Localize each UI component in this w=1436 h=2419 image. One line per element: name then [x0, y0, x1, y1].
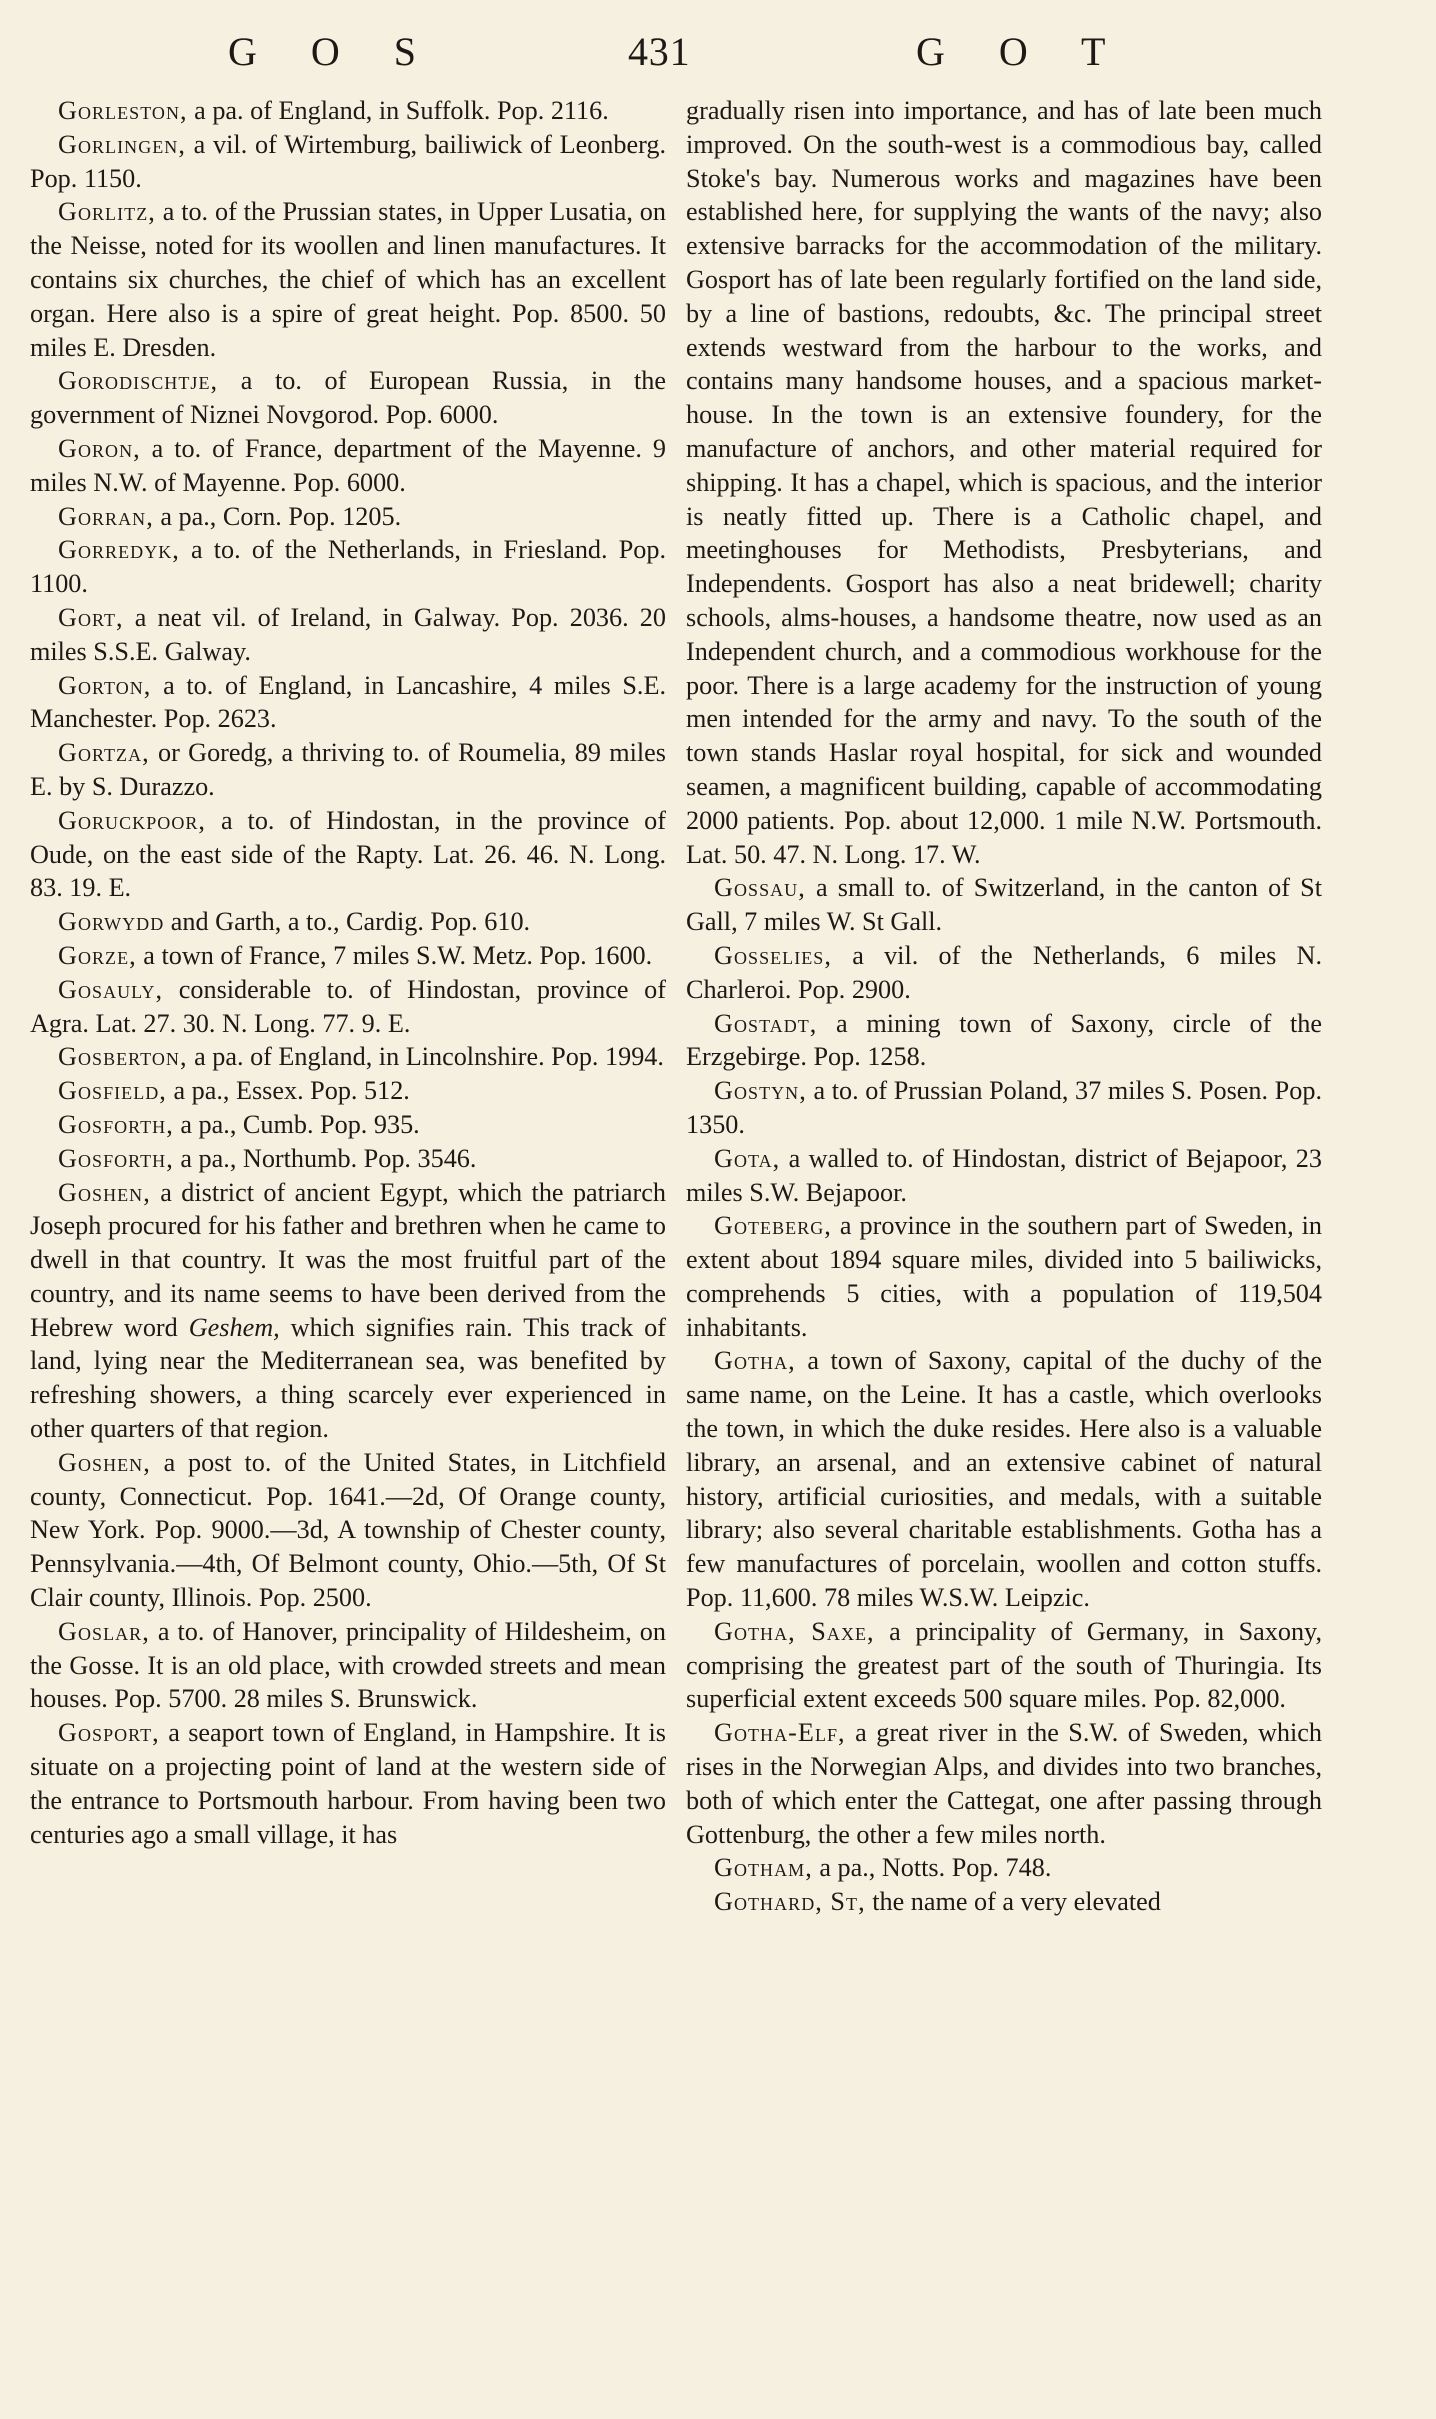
gazetteer-entry	[686, 1851, 1322, 1885]
gazetteer-entry	[30, 804, 666, 905]
entry-headword: Gorton,	[58, 670, 152, 700]
gazetteer-entry	[30, 533, 666, 601]
gazetteer-entry	[686, 1885, 1322, 1919]
gazetteer-entry	[686, 1615, 1322, 1716]
entry-text: a seaport town of England, in Hampshire. It is situate on a projecting point of land at the western side of the entrance to Portsmouth harbour. From having been two centuries ago a small village, it has	[30, 1718, 666, 1849]
entry-headword: Gotha-Elf,	[714, 1718, 846, 1748]
gazetteer-entry	[30, 195, 666, 364]
gazetteer-entry	[686, 1142, 1322, 1210]
entry-text: a district of ancient Egypt, which the patriarch Joseph procured for his father and brethren when he came to dwell in that country. It was the most fruitful part of the country, and its name seems to have been derived from the Hebrew word	[30, 1177, 666, 1342]
header-left-guide-letters: G O S	[228, 29, 439, 74]
gazetteer-entry	[686, 1007, 1322, 1075]
entry-text: a to. of the Netherlands, in Friesland. Pop. 1100.	[30, 535, 666, 599]
entry-text: a to. of Hindostan, in the province of Oude, on the east side of the Rapty. Lat. 26. 46. N. Long. 83. 19. E.	[30, 805, 666, 903]
entry-text: a to. of France, department of the Mayenne. 9 miles N.W. of Mayenne. Pop. 6000.	[30, 433, 666, 497]
entry-headword: Gothard, St,	[714, 1887, 866, 1917]
entry-headword: Gorran,	[58, 501, 154, 531]
entry-headword: Gosport,	[58, 1718, 160, 1748]
gazetteer-entry	[30, 1446, 666, 1615]
entry-text: a post to. of the United States, in Litchfield county, Connecticut. Pop. 1641.—2d, Of Orange county, New York. Pop. 9000.—3d, A township of Chester county, Pennsylvania.—4th, Of Belmont county, Ohio.—5th, Of St Clair county, Illinois. Pop. 2500.	[30, 1447, 666, 1613]
entry-text: a pa., Notts. Pop. 748.	[812, 1853, 1052, 1883]
gazetteer-entry	[30, 1108, 666, 1142]
entry-headword: Gorleston,	[58, 96, 188, 125]
gazetteer-entry	[30, 973, 666, 1041]
entry-headword: Goshen,	[58, 1177, 151, 1207]
entry-text: a mining town of Saxony, circle of the Erzgebirge. Pop. 1258.	[686, 1008, 1322, 1072]
entry-text: a to. of European Russia, in the government of Niznei Novgorod. Pop. 6000.	[30, 366, 666, 430]
gazetteer-entry	[30, 939, 666, 973]
gazetteer-entry	[686, 1209, 1322, 1344]
entry-text: a to. of Hanover, principality of Hildesheim, on the Gosse. It is an old place, with crowded streets and mean houses. Pop. 5700. 28 miles S. Brunswick.	[30, 1616, 666, 1714]
gazetteer-entry	[686, 1074, 1322, 1142]
entry-text: a pa., Northumb. Pop. 3546.	[173, 1143, 477, 1173]
entry-text: a walled to. of Hindostan, district of Bejapoor, 23 miles S.W. Bejapoor.	[686, 1143, 1322, 1207]
gazetteer-entry	[30, 1040, 666, 1074]
entry-headword: Goteberg,	[714, 1211, 832, 1241]
entry-text: a town of France, 7 miles S.W. Metz. Pop. 1600.	[136, 940, 653, 970]
running-header	[0, 28, 1436, 88]
gazetteer-entry	[30, 432, 666, 500]
gazetteer-entry	[30, 1176, 666, 1446]
gazetteer-entry	[30, 1716, 666, 1851]
entry-headword: Goshen,	[58, 1447, 151, 1477]
entry-text: a pa., Corn. Pop. 1205.	[153, 501, 402, 531]
gazetteer-entry	[686, 939, 1322, 1007]
entry-headword: Gosforth,	[58, 1143, 174, 1173]
entry-text-continued: which signifies rain. This track of land, lying near the Mediterranean sea, was benefited by refreshing showers, a thing scarcely ever experienced in other quarters of that region.	[30, 1312, 666, 1444]
entry-text: and Garth, a to., Cardig. Pop. 610.	[164, 907, 531, 937]
entry-headword: Gorodischtje,	[58, 366, 219, 396]
gazetteer-entry	[30, 1142, 666, 1176]
gazetteer-entry	[30, 1074, 666, 1108]
entry-headword: Gosauly,	[58, 974, 164, 1004]
entry-headword: Gota,	[714, 1143, 781, 1173]
entry-text: considerable to. of Hindostan, province of Agra. Lat. 27. 30. N. Long. 77. 9. E.	[30, 974, 666, 1038]
entry-text: a small to. of Switzerland, in the canton of St Gall, 7 miles W. St Gall.	[686, 873, 1322, 937]
gazetteer-entry	[30, 128, 666, 196]
entry-headword: Goron,	[58, 433, 141, 463]
gazetteer-entry	[686, 1344, 1322, 1614]
entry-text: a pa., Essex. Pop. 512.	[166, 1076, 410, 1106]
gazetteer-entry	[686, 94, 1322, 871]
entry-headword: Gorlingen,	[58, 129, 186, 159]
entry-text: a great river in the S.W. of Sweden, which rises in the Norwegian Alps, and divides into two branches, both of which enter the Cattegat, one after passing through Gottenburg, the other a few miles north.	[686, 1718, 1322, 1849]
gazetteer-entry	[686, 871, 1322, 939]
gazetteer-entry	[686, 1716, 1322, 1851]
entry-text: a vil. of the Netherlands, 6 miles N. Charleroi. Pop. 2900.	[686, 940, 1322, 1004]
entry-text: a vil. of Wirtemburg, bailiwick of Leonberg. Pop. 1150.	[30, 129, 666, 193]
entry-headword: Gosfield,	[58, 1076, 167, 1106]
gazetteer-entry	[30, 364, 666, 432]
entry-headword: Goruckpoor,	[58, 805, 207, 835]
entry-headword: Goslar,	[58, 1616, 150, 1646]
entry-text: or Goredg, a thriving to. of Roumelia, 89 miles E. by S. Durazzo.	[30, 738, 666, 801]
entry-text: a pa., Cumb. Pop. 935.	[173, 1109, 420, 1139]
gazetteer-entry	[30, 905, 666, 939]
entry-text: a to. of the Prussian states, in Upper Lusatia, on the Neisse, noted for its woollen and linen manufactures. It contains six churches, the chief of which has an excellent organ. Here also is a spire of great height. Pop. 8500. 50 miles E. Dresden.	[30, 197, 666, 362]
gazetteer-entry	[30, 94, 666, 128]
entry-headword: Gostyn,	[714, 1076, 807, 1106]
entry-headword: Gosselies,	[714, 940, 832, 970]
entry-headword: Gosberton,	[58, 1042, 188, 1072]
entry-text: a to. of Prussian Poland, 37 miles S. Posen. Pop. 1350.	[686, 1076, 1322, 1139]
entry-text: a town of Saxony, capital of the duchy of the same name, on the Leine. It has a castle, which overlooks the town, in which the duke resides. Here also is a valuable library, an arsenal, and an extensive cabinet of natural history, artificial curiosities, and medals, with a suitable library; also several charitable establishments. Gotha has a few manufactures of porcelain, woollen and cotton stuffs. Pop. 11,600. 78 miles W.S.W. Leipzic.	[686, 1346, 1322, 1613]
page-number: 431	[628, 29, 691, 74]
entry-headword: Gotha,	[714, 1346, 796, 1376]
right-column	[686, 94, 1322, 1919]
entry-headword: Gossau,	[714, 873, 806, 903]
entry-text: a principality of Germany, in Saxony, comprising the greatest part of the south of Thuringia. Its superficial extent exceeds 500 square miles. Pop. 82,000.	[686, 1616, 1322, 1714]
entry-headword: Gort,	[58, 602, 124, 632]
entry-headword: Gostadt,	[714, 1008, 818, 1038]
gazetteer-entry	[30, 1615, 666, 1716]
entry-text: a pa. of England, in Lincolnshire. Pop. 1994.	[187, 1042, 664, 1072]
gazetteer-entry	[30, 601, 666, 669]
gazetteer-entry	[30, 736, 666, 804]
entry-headword: Gorwydd	[58, 907, 165, 937]
left-column	[30, 94, 666, 1851]
entry-text: gradually risen into importance, and has of late been much improved. On the south-west is a commodious bay, called Stoke's bay. Numerous works and magazines have been established here, for supplying the wants of the navy; also extensive barracks for the accommodation of the military. Gosport has of late been regularly fortified on the land side, by a line of bastions, redoubts, &c. The principal street extends westward from the harbour to the works, and contains many handsome houses, and a spacious market-house. In the town is an extensive foundery, for the manufacture of anchors, and other material required for shipping. It has a chapel, which is spacious, and the interior is neatly fitted up. There is a Catholic chapel, and meetinghouses for Methodists, Presbyterians, and Independents. Gosport has also a neat bridewell; charity schools, alms-houses, a handsome theatre, now used as an Independent church, and a commodious workhouse for the poor. There is a large academy for the instruction of young men intended for the army and navy. To the south of the town stands Haslar royal hospital, for sick and wounded seamen, a magnificent building, capable of accommodating 2000 patients. Pop. about 12,000. 1 mile N.W. Portsmouth. Lat. 50. 47. N. Long. 17. W.	[686, 96, 1322, 869]
header-right-guide-letters: G O T	[916, 29, 1128, 74]
entry-headword: Gotha, Saxe,	[714, 1616, 875, 1646]
entry-headword: Gosforth,	[58, 1109, 174, 1139]
entry-text: a pa. of England, in Suffolk. Pop. 2116.	[187, 96, 609, 125]
entry-headword: Gortza,	[58, 738, 150, 768]
entry-text: a neat vil. of Ireland, in Galway. Pop. 2036. 20 miles S.S.E. Galway.	[30, 602, 666, 666]
entry-italic-term: Geshem,	[188, 1312, 280, 1342]
entry-text: a to. of England, in Lancashire, 4 miles S.E. Manchester. Pop. 2623.	[30, 670, 666, 734]
entry-headword: Gorredyk,	[58, 535, 180, 565]
entry-headword: Gotham,	[714, 1853, 813, 1883]
entry-headword: Gorlitz,	[58, 197, 156, 227]
entry-text: a province in the southern part of Sweden, in extent about 1894 square miles, divided into 5 bailiwicks, comprehends 5 cities, with a population of 119,504 inhabitants.	[686, 1211, 1322, 1342]
gazetteer-entry	[30, 669, 666, 737]
entry-text: the name of a very elevated	[865, 1887, 1161, 1917]
entry-headword: Gorze,	[58, 940, 137, 970]
gazetteer-entry	[30, 500, 666, 534]
